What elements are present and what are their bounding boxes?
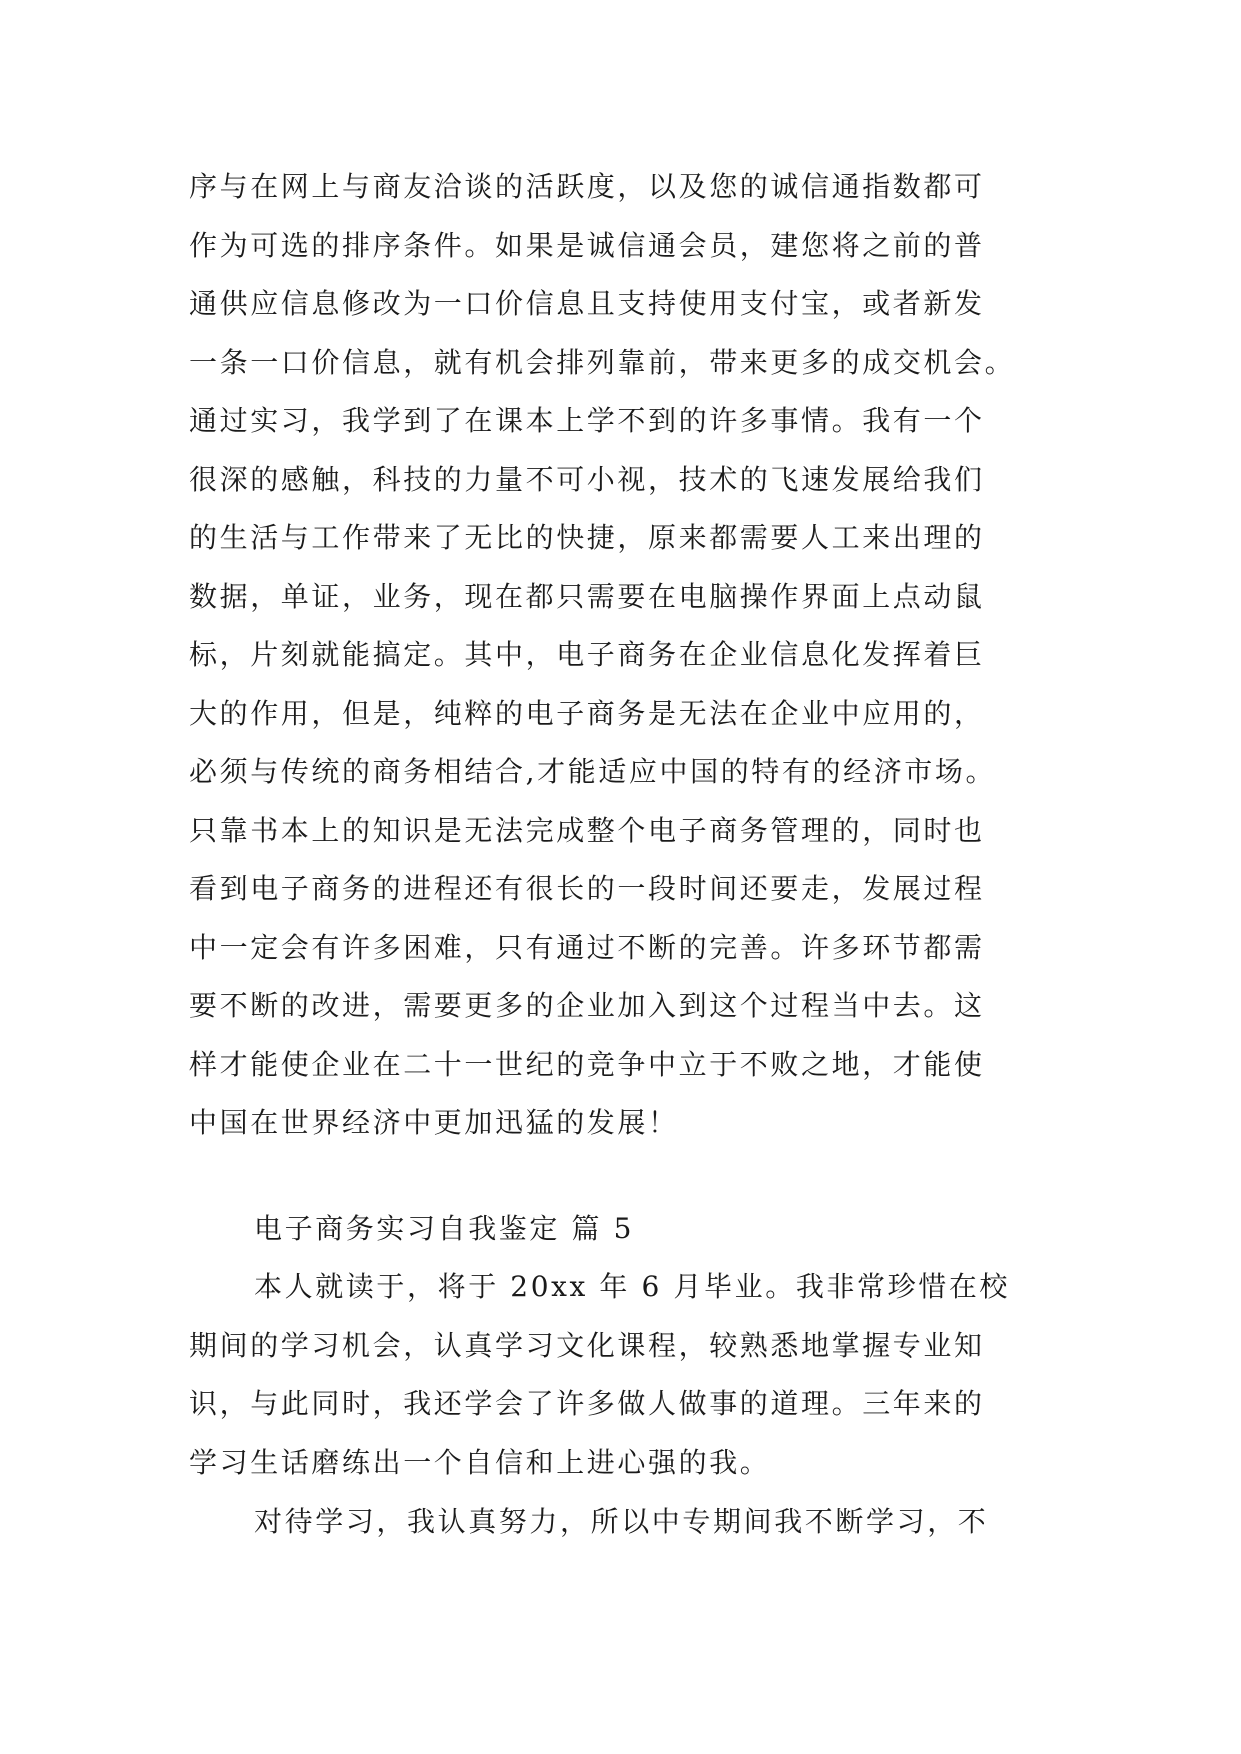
intro-paragraph — [189, 1258, 1059, 1492]
text-line: 本人就读于，将于 20xx 年 6 月毕业。我非常珍惜在校 — [254, 1270, 1011, 1303]
text-line: 必须与传统的商务相结合,才能适应中国的特有的经济市场。 — [189, 755, 997, 788]
study-paragraph — [189, 1493, 1059, 1552]
text-line: 要不断的改进，需要更多的企业加入到这个过程当中去。这 — [189, 989, 985, 1022]
text-line: 大的作用，但是，纯粹的电子商务是无法在企业中应用的， — [189, 696, 985, 730]
text-line: 对待学习，我认真努力，所以中专期间我不断学习，不 — [254, 1505, 989, 1538]
text-line: 识，与此同时，我还学会了许多做人做事的道理。三年来的 — [189, 1387, 985, 1420]
text-line: 的生活与工作带来了无比的快捷，原来都需要人工来出理的 — [189, 521, 985, 554]
text-line: 通供应信息修改为一口价信息且支持使用支付宝，或者新发 — [189, 287, 985, 320]
text-line: 期间的学习机会，认真学习文化课程，较熟悉地掌握专业知 — [189, 1328, 985, 1362]
text-line: 作为可选的排序条件。如果是诚信通会员，建您将之前的普 — [189, 228, 985, 262]
text-line: 数据，单证，业务，现在都只需要在电脑操作界面上点动鼠 — [189, 579, 985, 613]
text-line: 只靠书本上的知识是无法完成整个电子商务管理的，同时也 — [189, 813, 985, 847]
continuation-paragraph — [189, 158, 1059, 1153]
text-line: 中国在世界经济中更加迅猛的发展！ — [189, 1106, 679, 1139]
text-line: 学习生话磨练出一个自信和上进心强的我。 — [189, 1445, 771, 1479]
text-line: 中一定会有许多困难，只有通过不断的完善。许多环节都需 — [189, 930, 985, 964]
text-line: 看到电子商务的进程还有很长的一段时间还要走，发展过程 — [189, 872, 985, 905]
section-heading: 电子商务实习自我鉴定 篇 5 — [254, 1212, 635, 1245]
text-line: 通过实习，我学到了在课本上学不到的许多事情。我有一个 — [189, 404, 985, 437]
section-heading-block — [189, 1200, 1059, 1259]
text-line: 一条一口价信息，就有机会排列靠前，带来更多的成交机会。 — [189, 345, 1016, 379]
text-line: 样才能使企业在二十一世纪的竞争中立于不败之地，才能使 — [189, 1047, 985, 1081]
text-line: 很深的感触，科技的力量不可小视，技术的飞速发展给我们 — [189, 462, 985, 496]
text-line: 标，片刻就能搞定。其中，电子商务在企业信息化发挥着巨 — [189, 638, 985, 671]
text-line: 序与在网上与商友洽谈的活跃度，以及您的诚信通指数都可 — [189, 170, 985, 203]
